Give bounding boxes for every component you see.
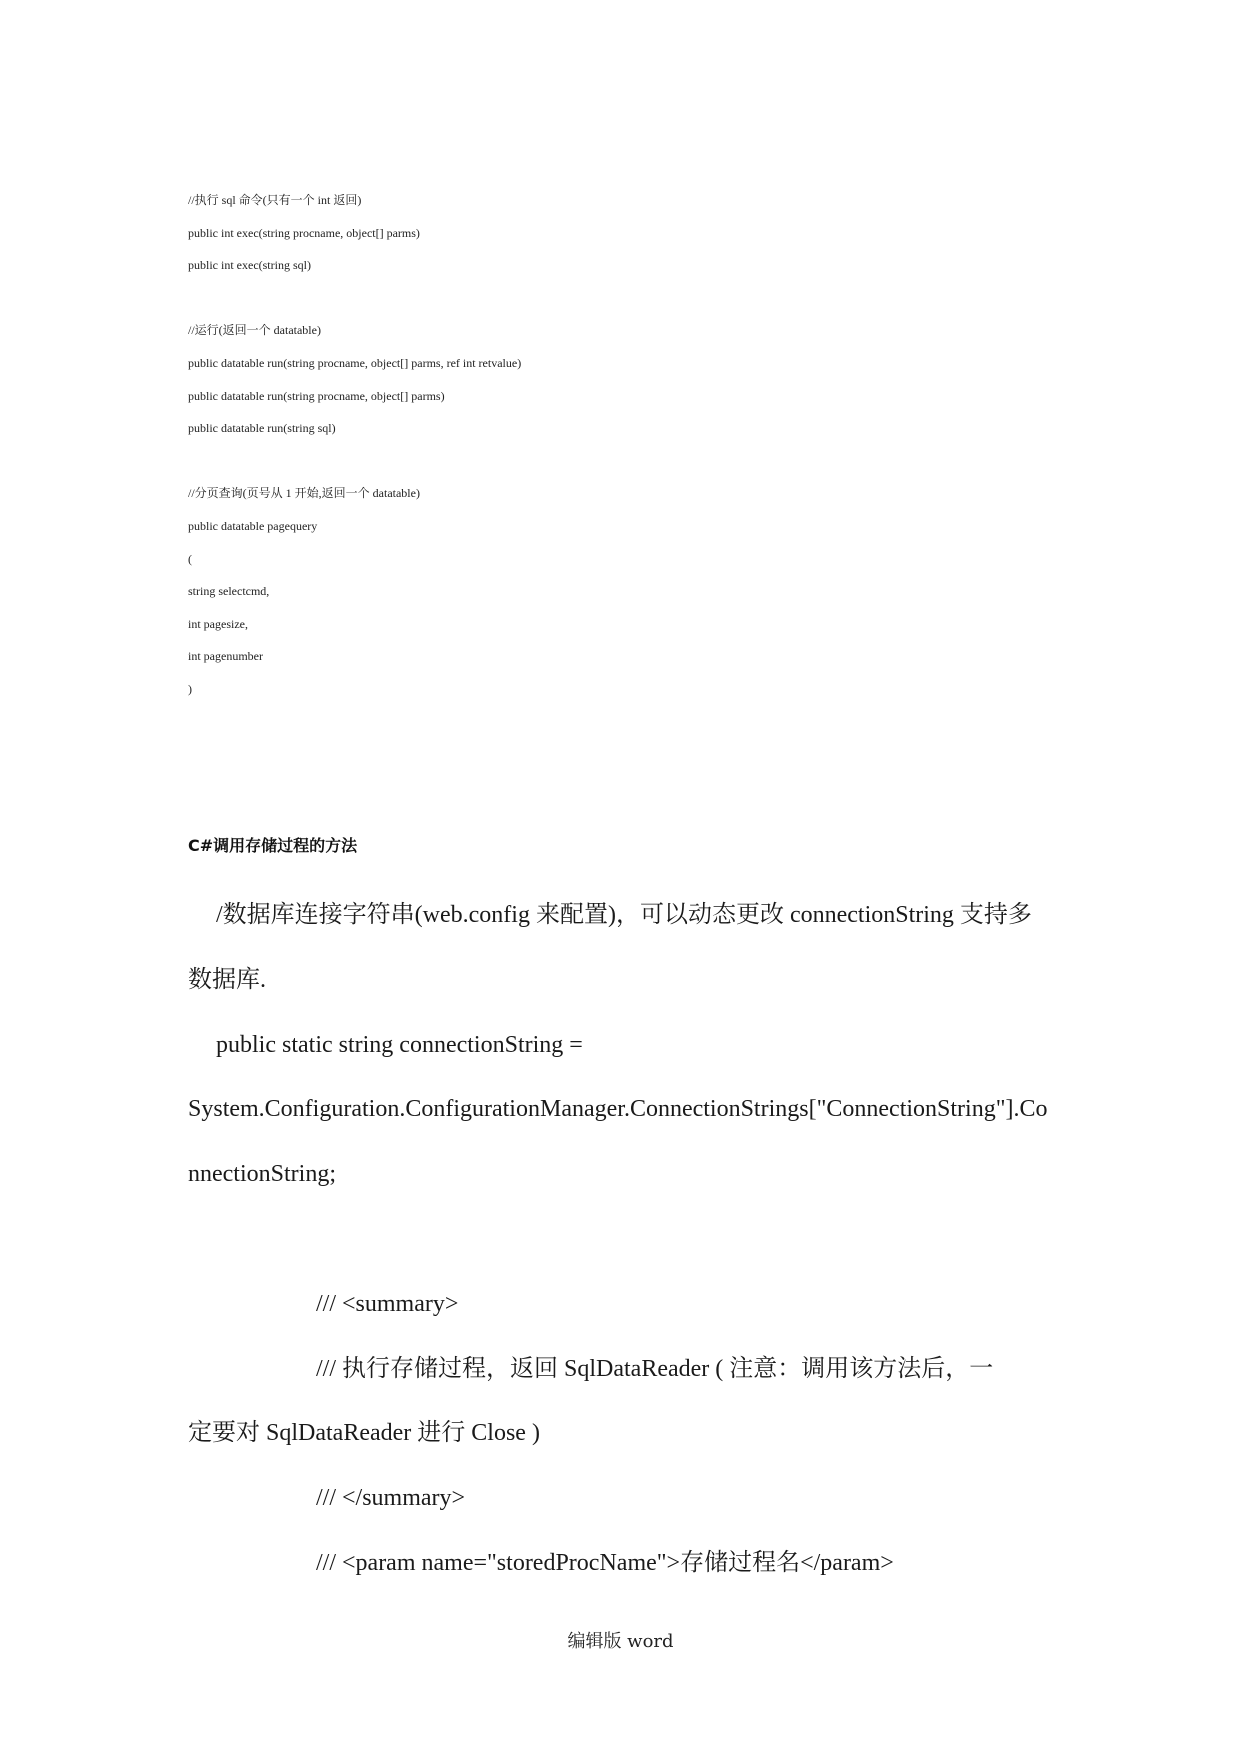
body-line-connection-comment: /数据库连接字符串(web.config 来配置)，可以动态更改 connectionString 支持多 <box>216 902 1032 928</box>
section-heading: C#调用存储过程的方法 <box>188 836 358 855</box>
code-comment-exec: //执行 sql 命令(只有一个 int 返回) <box>188 193 362 207</box>
code-line-open-paren: ( <box>188 552 192 566</box>
body-line-connection-declare: public static string connectionString = <box>216 1032 583 1058</box>
body-line-summary-close: /// </summary> <box>316 1485 466 1511</box>
code-line-run-retvalue: public datatable run(string procname, object[] parms, ref int retvalue) <box>188 356 522 370</box>
code-line-exec-procname: public int exec(string procname, object[] parms) <box>188 226 420 240</box>
code-line-pagesize: int pagesize, <box>188 617 248 631</box>
body-line-connection-value-cont: nnectionString; <box>188 1161 336 1187</box>
code-line-run-parms: public datatable run(string procname, object[] parms) <box>188 389 445 403</box>
body-line-summary-text-cont: 定要对 SqlDataReader 进行 Close ) <box>188 1420 540 1446</box>
code-line-selectcmd: string selectcmd, <box>188 584 270 598</box>
code-line-pagenumber: int pagenumber <box>188 649 263 663</box>
code-line-pagequery: public datatable pagequery <box>188 519 318 533</box>
body-line-param: /// <param name="storedProcName">存储过程名</param> <box>316 1550 894 1576</box>
body-line-connection-comment-cont: 数据库. <box>188 967 266 993</box>
code-comment-run: //运行(返回一个 datatable) <box>188 323 321 337</box>
code-line-run-sql: public datatable run(string sql) <box>188 421 336 435</box>
body-line-connection-value: System.Configuration.ConfigurationManager.ConnectionStrings["ConnectionString"].Co <box>188 1096 1048 1122</box>
code-line-close-paren: ) <box>188 682 192 696</box>
body-line-summary-open: /// <summary> <box>316 1291 459 1317</box>
code-comment-pagequery: //分页查询(页号从 1 开始,返回一个 datatable) <box>188 486 420 500</box>
code-line-exec-sql: public int exec(string sql) <box>188 258 311 272</box>
page-footer: 编辑版 word <box>567 1631 674 1652</box>
body-line-summary-text: /// 执行存储过程，返回 SqlDataReader ( 注意：调用该方法后，一 <box>316 1356 994 1382</box>
